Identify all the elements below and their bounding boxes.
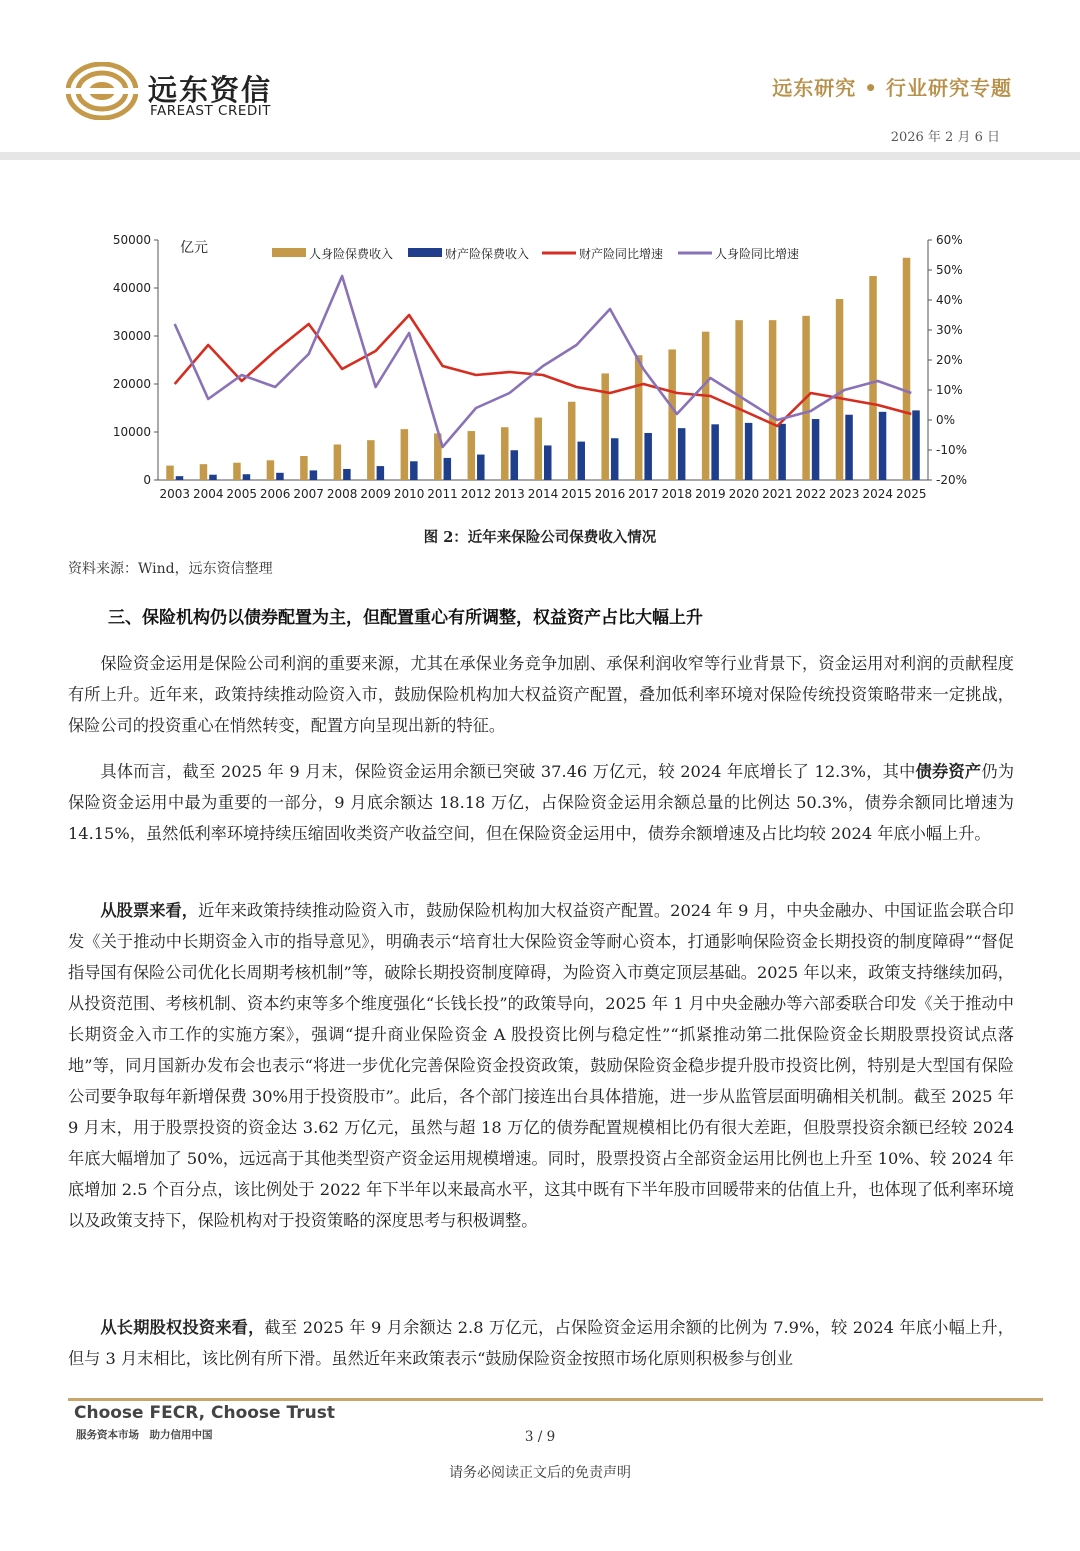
bar-life-premium <box>769 320 777 480</box>
page-header <box>0 0 1080 160</box>
bar-life-premium <box>401 429 409 480</box>
x-tick-label: 2015 <box>561 487 592 501</box>
bar-life-premium <box>635 355 643 480</box>
bar-life-premium <box>166 466 174 480</box>
line-life-growth <box>175 276 912 447</box>
figure-source: 资料来源：Wind，远东资信整理 <box>68 561 273 577</box>
y-left-tick-label: 50000 <box>112 233 151 247</box>
fareast-logo-icon <box>66 62 138 120</box>
bar-property-premium <box>745 423 753 480</box>
bar-property-premium <box>912 410 920 480</box>
x-tick-label: 2004 <box>192 487 224 501</box>
bar-property-premium <box>845 415 853 480</box>
x-tick-label: 2008 <box>326 487 358 501</box>
bar-property-premium <box>310 470 318 480</box>
bar-property-premium <box>410 461 418 480</box>
y-right-tick-label: 10% <box>936 383 963 397</box>
y-left-tick-label: 20000 <box>112 377 151 391</box>
brand-name-en: FAREAST CREDIT <box>150 103 271 119</box>
paragraph-3-text: 近年来政策持续推动险资入市，鼓励保险机构加大权益资产配置。2024 年 9 月，中央金融办、中国证监会联合印发《关于推动中长期资金入市的指导意见》，明确表示“培育壮大保险资金等耐心资本，打通影响保险资金长期投资的制度障碍”“督促指导国有保险公司优化长周期考核机制”等，破除长期投资制度障碍，为险资入市奠定顶层基础。2025 年以来，政策支持继续加码，从投资范围、考核机制、资本约束等多个维度强化“长钱长投”的政策导向，2025 年 1 月中央金融办等六部委联合印发《关于推动中长期资金入市工作的实施方案》，强调“提升商业保险资金 A 股投资比例与稳定性”“抓紧推动第二批保险资金长期股票投资试点落地”等，同月国新办发布会也表示“将进一步优化完善保险资金投资政策，鼓励保险资金稳步提升股市投资比例，特别是大型国有保险公司要争取每年新增保费 30%用于投资股市”。此后，各个部门接连出台具体措施，进一步从监管层面明确相关机制。截至 2025 年 9 月末，用于股票投资的资金达 3.62 万亿元，虽然与超 18 万亿的债券配置规模相比仍有很大差距，但股票投资余额已经较 2024 年底大幅增加了 50%，远远高于其他类型资产资金运用规模增速。同时，股票投资占全部资金运用比例也上升至 10%、较 2024 年底增加 2.5 个百分点，该比例处于 2022 年下半年以来最高水平，这其中既有下半年股市回暖带来的估值上升，也体现了低利率环境以及政策支持下，保险机构对于投资策略的深度思考与积极调整。 <box>68 901 1014 1230</box>
y-right-tick-label: 40% <box>936 293 963 307</box>
y-right-tick-label: 20% <box>936 353 963 367</box>
y-right-tick-label: -20% <box>936 473 968 487</box>
y-left-tick-label: 10000 <box>112 425 151 439</box>
bar-life-premium <box>334 444 342 480</box>
bar-property-premium <box>678 428 686 480</box>
x-tick-label: 2014 <box>527 487 559 501</box>
x-tick-label: 2022 <box>795 487 827 501</box>
footer-subslogan: 服务资本市场 助力信用中国 <box>76 1429 213 1441</box>
bar-life-premium <box>501 427 509 480</box>
x-tick-label: 2016 <box>594 487 626 501</box>
report-series-title: 远东研究 • 行业研究专题 <box>772 76 1012 100</box>
legend-label: 财产险保费收入 <box>445 247 530 261</box>
paragraph-1 <box>68 648 1014 741</box>
paragraph-3-bold: 从股票来看， <box>100 901 199 920</box>
x-tick-label: 2005 <box>226 487 257 501</box>
bar-property-premium <box>544 445 552 480</box>
legend-label: 人身险保费收入 <box>309 247 394 261</box>
y-unit-label: 亿元 <box>180 240 208 256</box>
footer-slogan: Choose FECR, Choose Trust <box>74 1403 335 1423</box>
bar-property-premium <box>243 474 251 480</box>
x-tick-label: 2009 <box>360 487 391 501</box>
bar-property-premium <box>176 476 184 480</box>
bar-life-premium <box>468 431 476 480</box>
bar-life-premium <box>668 349 676 480</box>
legend-swatch <box>272 248 306 257</box>
paragraph-2 <box>68 756 1014 849</box>
footer-divider <box>68 1398 1043 1401</box>
x-tick-label: 2006 <box>259 487 291 501</box>
paragraph-4-text: 截至 2025 年 9 月余额达 2.8 万亿元，占保险资金运用余额的比例为 7.9%，较 2024 年底小幅上升，但与 3 月末相比，该比例有所下滑。虽然近年来政策表示“鼓励保险资金按照市场化原则积极参与创业 <box>68 1318 1014 1368</box>
bar-property-premium <box>209 475 217 480</box>
y-left-tick-label: 30000 <box>112 329 151 343</box>
bar-life-premium <box>267 460 275 480</box>
y-left-tick-label: 40000 <box>112 281 151 295</box>
brand-name-cn: 远东资信 <box>148 73 273 107</box>
y-right-tick-label: -10% <box>936 443 968 457</box>
bar-property-premium <box>377 466 385 480</box>
bar-property-premium <box>444 458 452 480</box>
bar-property-premium <box>812 419 820 480</box>
header-divider <box>0 152 1080 160</box>
line-property-growth <box>175 315 912 426</box>
x-tick-label: 2003 <box>159 487 191 501</box>
paragraph-1-text: 保险资金运用是保险公司利润的重要来源，尤其在承保业务竞争加剧、承保利润收窄等行业背景下，资金运用对利润的贡献程度有所上升。近年来，政策持续推动险资入市，鼓励保险机构加大权益资产配置，叠加低利率环境对保险传统投资策略带来一定挑战，保险公司的投资重心在悄然转变，配置方向呈现出新的特征。 <box>68 654 1014 735</box>
page-number: 3 / 9 <box>524 1429 556 1445</box>
paragraph-2-text-b: 仍为保险资金运用中最为重要的一部分，9 月底余额达 18.18 万亿，占保险资金运用余额总量的比例达 50.3%，债券余额同比增速为 14.15%，虽然低利率环境持续压缩固收类资产收益空间，但在保险资金运用中，债券余额增速及占比均较 2024 年底小幅上升。 <box>68 762 1015 843</box>
legend-label: 人身险同比增速 <box>715 247 800 261</box>
legend-label: 财产险同比增速 <box>579 247 664 261</box>
x-tick-label: 2020 <box>728 487 760 501</box>
bar-life-premium <box>535 418 543 480</box>
bar-property-premium <box>711 424 719 480</box>
x-tick-label: 2011 <box>427 487 458 501</box>
bar-property-premium <box>611 438 619 480</box>
legend-swatch <box>408 248 442 257</box>
x-tick-label: 2012 <box>460 487 492 501</box>
bar-life-premium <box>300 456 308 480</box>
x-tick-label: 2023 <box>829 487 860 501</box>
y-right-tick-label: 0% <box>936 413 956 427</box>
bar-life-premium <box>200 464 208 480</box>
bar-property-premium <box>778 424 786 480</box>
bar-property-premium <box>276 473 284 480</box>
bar-property-premium <box>644 433 652 480</box>
bar-life-premium <box>702 332 710 480</box>
disclaimer-note: 请务必阅读正文后的免责声明 <box>449 1465 631 1481</box>
x-tick-label: 2021 <box>762 487 793 501</box>
bar-life-premium <box>568 402 576 480</box>
bar-property-premium <box>577 442 585 480</box>
bar-life-premium <box>601 373 609 480</box>
bar-life-premium <box>233 463 241 480</box>
bar-property-premium <box>879 412 887 480</box>
figure-caption: 图 2：近年来保险公司保费收入情况 <box>423 529 657 546</box>
premium-income-chart <box>100 228 1000 518</box>
report-date: 2026 年 2 月 6 日 <box>890 130 1000 145</box>
paragraph-2-text-a: 具体而言，截至 2025 年 9 月末，保险资金运用余额已突破 37.46 万亿元，较 2024 年底增长了 12.3%，其中 <box>100 762 916 781</box>
x-tick-label: 2019 <box>695 487 726 501</box>
bar-life-premium <box>367 440 375 480</box>
bar-property-premium <box>343 469 351 480</box>
bar-life-premium <box>735 320 743 480</box>
x-tick-label: 2010 <box>393 487 425 501</box>
bar-property-premium <box>511 450 519 480</box>
y-right-tick-label: 50% <box>936 263 963 277</box>
paragraph-4 <box>68 1312 1014 1374</box>
x-tick-label: 2007 <box>293 487 324 501</box>
x-tick-label: 2017 <box>628 487 659 501</box>
section-title: 三、保险机构仍以债券配置为主，但配置重心有所调整，权益资产占比大幅上升 <box>108 608 703 628</box>
x-tick-label: 2018 <box>661 487 693 501</box>
bar-life-premium <box>903 258 911 480</box>
y-right-tick-label: 30% <box>936 323 963 337</box>
bar-life-premium <box>869 276 877 480</box>
x-tick-label: 2013 <box>494 487 525 501</box>
bar-property-premium <box>477 455 485 480</box>
x-tick-label: 2024 <box>862 487 894 501</box>
y-right-tick-label: 60% <box>936 233 963 247</box>
paragraph-2-bold: 债券资产 <box>915 762 982 781</box>
bar-life-premium <box>836 299 844 480</box>
paragraph-3 <box>68 895 1014 1236</box>
paragraph-4-bold: 从长期股权投资来看， <box>100 1318 265 1337</box>
y-left-tick-label: 0 <box>143 473 151 487</box>
x-tick-label: 2025 <box>895 487 927 501</box>
